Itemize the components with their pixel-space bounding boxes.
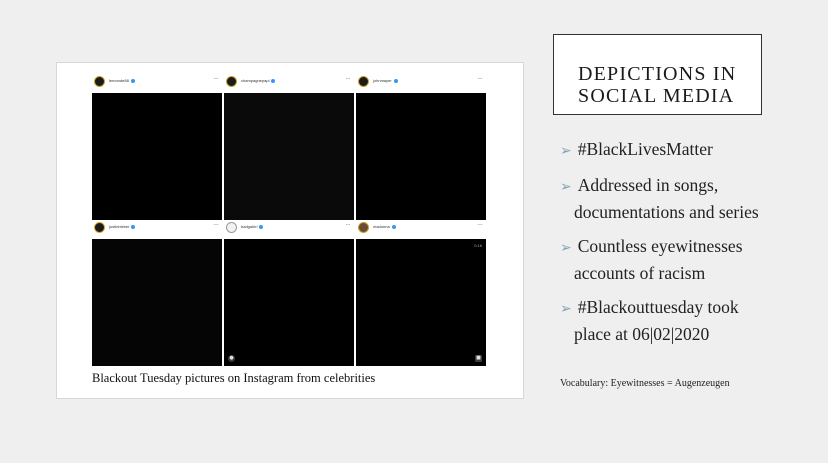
instagram-grid-image [66, 73, 512, 387]
more-icon: ··· [477, 222, 482, 228]
verified-icon [259, 225, 263, 229]
bullet-list [560, 137, 820, 356]
vocabulary-note: Vocabulary: Eyewitnesses = Augenzeugen [560, 378, 730, 389]
username: lemonde88 [109, 78, 135, 83]
avatar [94, 222, 105, 233]
title-box [553, 34, 762, 115]
bullet-text: Addressed in songs, [577, 175, 719, 195]
username: champagnepapi [241, 78, 275, 83]
more-icon: ··· [477, 76, 482, 82]
arrow-bullet-icon: ➢ [560, 301, 572, 317]
bullet-item [560, 173, 820, 225]
more-icon: ··· [345, 76, 350, 82]
username: badgalriri [241, 224, 263, 229]
bullet-item [560, 234, 820, 286]
verified-icon [392, 225, 396, 229]
username: justinbieber [109, 224, 135, 229]
username: madonna [373, 224, 396, 229]
arrow-bullet-icon: ➢ [560, 240, 572, 256]
post-image [224, 239, 354, 366]
username: johnmayer [373, 78, 398, 83]
slide-title: DEPICTIONS IN SOCIAL MEDIA [578, 63, 737, 107]
avatar [358, 222, 369, 233]
arrow-bullet-icon: ➢ [560, 143, 572, 159]
post-image [224, 93, 354, 220]
post-image [356, 93, 486, 220]
avatar [226, 222, 237, 233]
video-timestamp: 0:16 [474, 243, 482, 248]
bullet-text: #Blackouttuesday took [577, 297, 739, 317]
bullet-item [560, 137, 820, 164]
post-header [356, 219, 486, 237]
verified-icon [271, 79, 275, 83]
post-header [356, 73, 486, 91]
avatar [226, 76, 237, 87]
post-image [92, 239, 222, 366]
more-icon: ··· [213, 76, 218, 82]
post-image [356, 239, 486, 366]
verified-icon [131, 225, 135, 229]
avatar [358, 76, 369, 87]
bullet-text: #BlackLivesMatter [577, 139, 713, 159]
post-image [92, 93, 222, 220]
avatar [94, 76, 105, 87]
user-tag-icon: ● [229, 355, 234, 361]
bullet-text-line2: accounts of racism [574, 263, 706, 283]
bullet-text-line2: documentations and series [574, 202, 759, 222]
verified-icon [394, 79, 398, 83]
more-icon: ··· [213, 222, 218, 228]
more-icon: ··· [345, 222, 350, 228]
post-header [92, 219, 222, 237]
post-header [224, 219, 354, 237]
verified-icon [131, 79, 135, 83]
post-header [92, 73, 222, 91]
post-header [224, 73, 354, 91]
video-icon: ■ [476, 355, 481, 361]
image-caption: Blackout Tuesday pictures on Instagram from celebrities [92, 371, 376, 385]
bullet-item [560, 295, 820, 347]
bullet-text: Countless eyewitnesses [577, 236, 743, 256]
bullet-text-line2: place at 06|02|2020 [574, 324, 710, 344]
arrow-bullet-icon: ➢ [560, 179, 572, 195]
